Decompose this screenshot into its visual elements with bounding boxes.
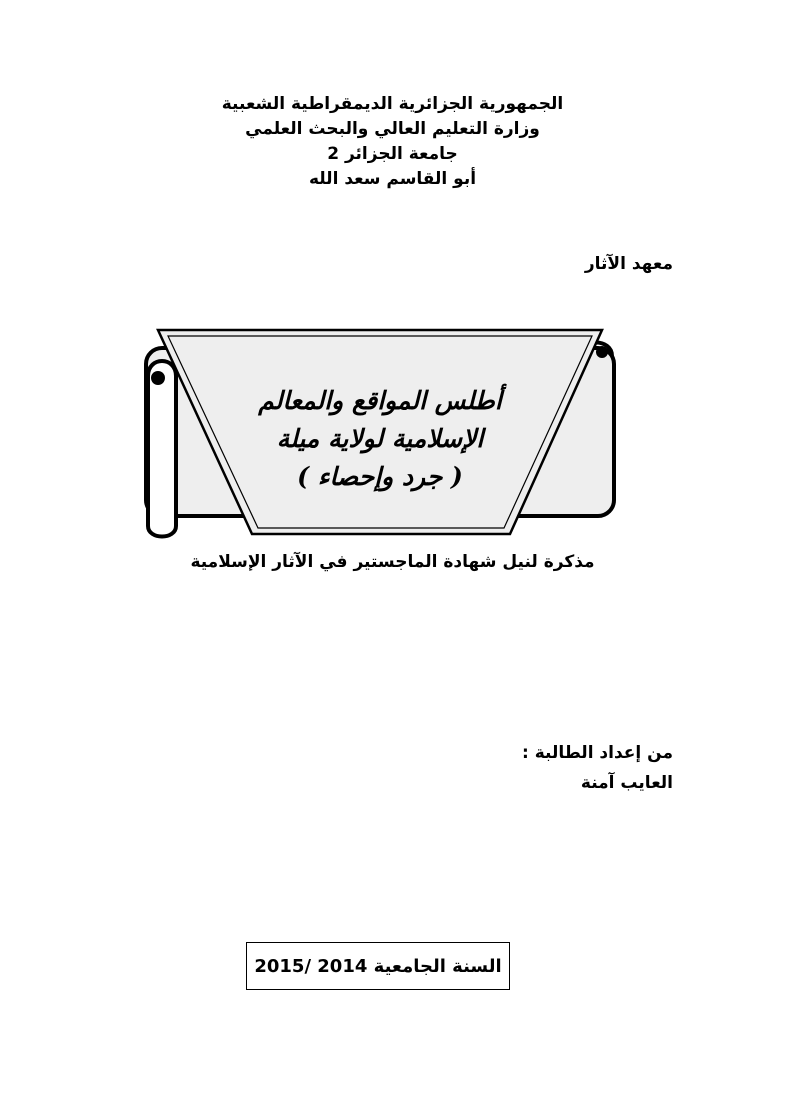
republic-name: الجمهورية الجزائرية الديمقراطية الشعبية — [221, 94, 564, 114]
institute-name: معهد الآثار — [584, 254, 673, 274]
university-full-name: أبو القاسم سعد الله — [308, 169, 477, 189]
thesis-title — [200, 382, 560, 496]
academic-year: السنة الجامعية 2014 /2015 — [254, 955, 502, 977]
title-line-3: ( جرد وإحصاء ) — [297, 462, 463, 491]
title-line-2: الإسلامية لولاية ميلة — [276, 424, 484, 453]
prepared-by-block — [522, 738, 673, 798]
header-block — [0, 92, 785, 192]
student-name: العايب آمنة — [580, 773, 673, 793]
title-line-1: أطلس المواقع والمعالم — [258, 386, 502, 415]
academic-year-box — [246, 942, 510, 990]
university-name: جامعة الجزائر 2 — [327, 144, 458, 164]
ministry-name: وزارة التعليم العالي والبحث العلمي — [245, 119, 540, 139]
prepared-by-label: من إعداد الطالبة : — [522, 743, 673, 763]
thesis-subtitle: مذكرة لنيل شهادة الماجستير في الآثار الإسلامية — [190, 552, 595, 572]
